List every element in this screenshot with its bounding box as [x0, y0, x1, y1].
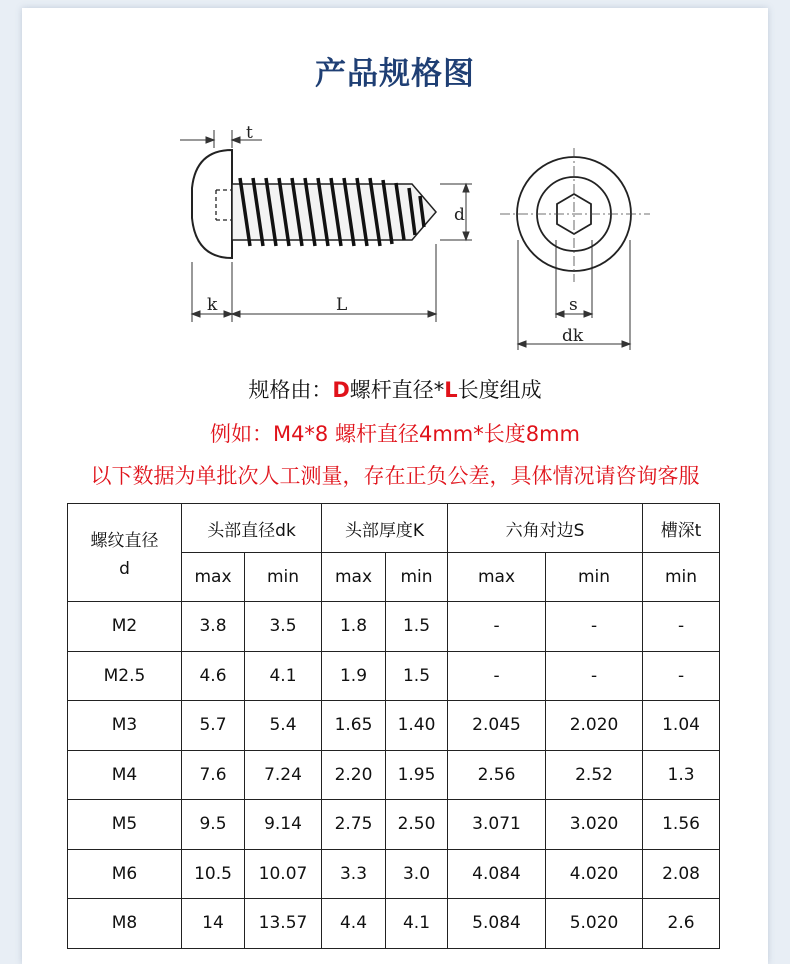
thread-size-cell: M2.5: [68, 651, 182, 701]
header-hex-across-flats: 六角对边S: [448, 504, 643, 553]
table-cell: -: [643, 651, 720, 701]
table-cell: 2.20: [322, 750, 386, 800]
table-cell: 5.020: [546, 899, 643, 949]
table-cell: -: [643, 602, 720, 652]
table-cell: 7.24: [245, 750, 322, 800]
example-note: 例如：M4*8 螺杆直径4mm*长度8mm: [209, 422, 581, 446]
table-cell: 3.8: [182, 602, 245, 652]
table-cell: 4.6: [182, 651, 245, 701]
table-cell: -: [448, 602, 546, 652]
table-cell: 2.08: [643, 849, 720, 899]
table-cell: 4.084: [448, 849, 546, 899]
label-dk: dk: [562, 326, 584, 346]
table-cell: 2.045: [448, 701, 546, 751]
tolerance-note: 以下数据为单批次人工测量，存在正负公差，具体情况请咨询客服: [90, 464, 700, 488]
table-cell: -: [546, 651, 643, 701]
table-cell: 1.9: [322, 651, 386, 701]
screw-drawing: [0, 0, 790, 370]
table-cell: 2.75: [322, 800, 386, 850]
table-cell: 5.7: [182, 701, 245, 751]
table-row: [68, 701, 720, 751]
table-cell: 5.084: [448, 899, 546, 949]
table-cell: 1.8: [322, 602, 386, 652]
thread-size-cell: M2: [68, 602, 182, 652]
thread-size-cell: M8: [68, 899, 182, 949]
table-cell: 2.56: [448, 750, 546, 800]
subheader-cell: max: [182, 553, 245, 602]
table-cell: 1.5: [386, 651, 448, 701]
table-row: [68, 750, 720, 800]
table-cell: 4.1: [386, 899, 448, 949]
table-cell: 3.071: [448, 800, 546, 850]
thread-size-cell: M3: [68, 701, 182, 751]
table-cell: 3.5: [245, 602, 322, 652]
label-k: k: [207, 295, 218, 315]
table-cell: 2.50: [386, 800, 448, 850]
table-cell: 2.52: [546, 750, 643, 800]
subheader-cell: min: [245, 553, 322, 602]
table-cell: 4.4: [322, 899, 386, 949]
table-cell: 4.1: [245, 651, 322, 701]
table-row: [68, 899, 720, 949]
table-cell: 2.6: [643, 899, 720, 949]
subheader-cell: max: [322, 553, 386, 602]
table-cell: 13.57: [245, 899, 322, 949]
table-cell: 1.56: [643, 800, 720, 850]
spec-table: [67, 503, 720, 949]
label-s: s: [569, 295, 578, 315]
subheader-cell: max: [448, 553, 546, 602]
spec-composition-note: 规格由：D螺杆直径*L长度组成: [248, 378, 542, 402]
thread-size-cell: M6: [68, 849, 182, 899]
page-title: 产品规格图: [315, 56, 475, 92]
label-t: t: [246, 123, 253, 143]
table-cell: 14: [182, 899, 245, 949]
spec-table-body: [68, 602, 720, 949]
table-cell: 9.5: [182, 800, 245, 850]
table-cell: 1.5: [386, 602, 448, 652]
table-cell: 3.0: [386, 849, 448, 899]
table-cell: -: [448, 651, 546, 701]
table-cell: 1.04: [643, 701, 720, 751]
table-row: [68, 800, 720, 850]
table-row: [68, 602, 720, 652]
table-cell: 10.07: [245, 849, 322, 899]
table-cell: 1.65: [322, 701, 386, 751]
subheader-cell: min: [386, 553, 448, 602]
table-cell: 9.14: [245, 800, 322, 850]
thread-size-cell: M4: [68, 750, 182, 800]
table-cell: 7.6: [182, 750, 245, 800]
label-L: L: [336, 295, 348, 315]
table-cell: 5.4: [245, 701, 322, 751]
thread-size-cell: M5: [68, 800, 182, 850]
table-row: [68, 849, 720, 899]
table-cell: 10.5: [182, 849, 245, 899]
label-d: d: [454, 205, 465, 225]
header-slot-depth: 槽深t: [643, 504, 720, 553]
table-cell: 1.3: [643, 750, 720, 800]
table-cell: -: [546, 602, 643, 652]
table-cell: 2.020: [546, 701, 643, 751]
table-row: [68, 651, 720, 701]
header-thread-diameter: 螺纹直径 d: [68, 504, 182, 602]
header-head-thickness: 头部厚度K: [322, 504, 448, 553]
header-head-diameter: 头部直径dk: [182, 504, 322, 553]
table-cell: 1.95: [386, 750, 448, 800]
subheader-cell: min: [643, 553, 720, 602]
table-cell: 4.020: [546, 849, 643, 899]
table-cell: 1.40: [386, 701, 448, 751]
subheader-cell: min: [546, 553, 643, 602]
table-cell: 3.020: [546, 800, 643, 850]
table-cell: 3.3: [322, 849, 386, 899]
